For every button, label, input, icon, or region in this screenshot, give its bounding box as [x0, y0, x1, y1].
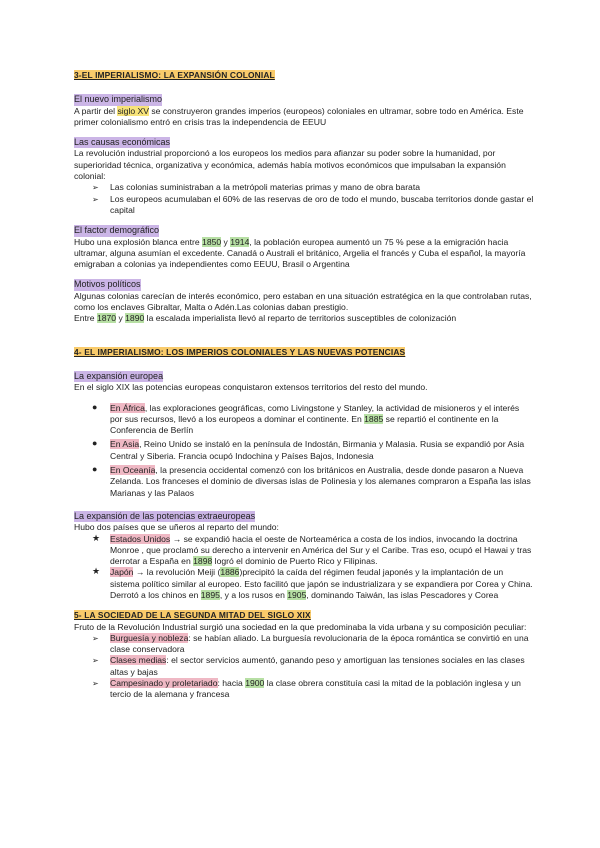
heading-motivos-politicos: Motivos políticos: [74, 279, 141, 290]
year-highlight: 1870: [96, 313, 117, 324]
expansion-list: [74, 403, 534, 499]
text: se construyeron grandes imperios (europeos) coloniales en ultramar, sobre todo en América. Este primer colonialismo entró en crisis tras la independencia de EEUU: [74, 105, 524, 127]
year-highlight: 1890: [125, 313, 145, 324]
text: la escalada imperialista llevó al reparto de territorios susceptibles de colonización: [144, 313, 457, 324]
arrow-bullet-icon: ➢: [92, 183, 99, 193]
document-page: [74, 70, 534, 701]
text: )precipitó la caída del régimen feudal japonés y la implantación de un sistema político similar al europeo. Esto facilitó que japón se industrializara y se expandiera por Corea y China. Derrotó a los chinos en: [110, 567, 533, 600]
year-highlight: 1898: [193, 556, 213, 567]
sociedad-list: [74, 633, 534, 701]
list-item-oceania: [74, 465, 534, 499]
text: : hacia: [217, 678, 246, 689]
text: , y a los rusos en: [219, 589, 288, 600]
year-highlight: 1886: [220, 567, 240, 578]
list-item: [74, 182, 534, 193]
highlight-africa: En África: [110, 402, 145, 413]
dot-bullet-icon: ●: [92, 464, 98, 475]
arrow-bullet-icon: ➢: [92, 194, 99, 204]
text: : se habían aliado. La burguesía revolucionaria de la época romántica se convirtió en una clase conservadora: [110, 632, 529, 655]
paragraph-demografico: [74, 237, 534, 271]
text: , Reino Unido se instaló en la península de Indostán, Birmania y Malasia. Rusia se expandió por Asia Central y Siberia. Francia ocupó Indochina y Países Bajos, Indonesia: [110, 439, 525, 461]
list-item-burguesia: [74, 633, 534, 656]
list-item-text: Los europeos acumulaban el 60% de las reservas de oro de todo el mundo, buscaba territorios donde gastar el capital: [110, 193, 534, 215]
list-item-clases-medias: [74, 655, 534, 678]
year-highlight: 1905: [287, 589, 307, 600]
paragraph-expansion-europea: En el siglo XIX las potencias europeas conquistaron extensos territorios del resto del mundo.: [74, 382, 428, 393]
paragraph-motivos-years: [74, 313, 534, 324]
arrow-bullet-icon: ➢: [92, 656, 99, 666]
text: y: [221, 236, 231, 247]
paragraph-nuevo-imperialismo: [74, 106, 534, 129]
year-highlight: 1850: [202, 236, 222, 247]
section-title-imperialismo: 3-EL IMPERIALISMO: LA EXPANSIÓN COLONIAL: [74, 70, 275, 80]
heading-nuevo-imperialismo: El nuevo imperialismo: [74, 94, 163, 105]
text: logró el dominio de Puerto Rico y Filipinas.: [212, 556, 378, 567]
text: A partir del: [74, 105, 118, 116]
highlight-siglo-xv: siglo XV: [117, 105, 149, 116]
list-item: [74, 194, 534, 217]
highlight-estados-unidos: Estados Unidos: [110, 533, 171, 544]
list-item-asia: [74, 439, 534, 462]
list-item-japon: [74, 567, 534, 601]
text: Entre: [74, 313, 97, 324]
section-title-sociedad: 5- LA SOCIEDAD DE LA SEGUNDA MITAD DEL SIGLO XIX: [74, 610, 311, 621]
paragraph-sociedad: Fruto de la Revolución Industrial surgió una sociedad en la que predominaba la vida urbana y su composición peculiar:: [74, 621, 527, 632]
heading-causas-economicas: Las causas económicas: [74, 137, 171, 148]
paragraph-causas: La revolución industrial proporcionó a los europeos los medios para afianzar su poder sobre la humanidad, por superioridad técnica, organizativa y económica, además había motivos económicos que impulsaban la expansión colonial:: [74, 148, 506, 182]
year-highlight: 1895: [200, 589, 220, 600]
paragraph-motivos: Algunas colonias carecían de interés económico, pero estaban en una situación estratégica en la que controlaban rutas, como los enclaves Gibraltar, Malta o Adén.Las colonias daban prestigio.: [74, 290, 532, 313]
list-item-text: Las colonias suministraban a la metrópoli materias primas y mano de obra barata: [110, 182, 421, 193]
highlight-oceania: En Oceanía: [110, 465, 156, 476]
paragraph-extraeuropeas: Hubo dos países que se uñeros al reparto del mundo:: [74, 522, 279, 533]
text: : el sector servicios aumentó, ganando peso y amortiguan las tensiones sociales en las clases altas y bajas: [110, 655, 525, 677]
highlight-asia: En Asia: [110, 439, 140, 450]
highlight-burguesia: Burguesía y nobleza: [110, 632, 189, 643]
text: , la presencia occidental comenzó con los británicos en Australia, desde donde pasaron a Nueva Zelanda. Los franceses el dominio de diversas islas de Polinesia y los alemanes compraron a España las islas Marianas y las Palaos: [110, 465, 531, 498]
text: , las exploraciones geográficas, como Livingstone y Stanley, la actividad de misioneros y el interés por sus recursos, llevó a los europeos a dominar el continente. En: [110, 402, 520, 424]
arrow-bullet-icon: ➢: [92, 679, 99, 689]
extraeuropeas-list: [74, 534, 534, 602]
list-item-eeuu: [74, 534, 534, 568]
star-bullet-icon: ★: [92, 566, 101, 577]
causas-list: [74, 182, 534, 216]
highlight-japon: Japón: [110, 567, 134, 578]
dot-bullet-icon: ●: [92, 438, 98, 449]
heading-factor-demografico: El factor demográfico: [74, 225, 160, 236]
text: → se expandió hacia el oeste de Norteamérica a costa de los indios, invocando la doctrina Monroe , que proclamó su derecho a intervenir en América del Sur y el Caribe. Tras eso, ocupó el Hawai y tras derrotar a España en: [110, 533, 532, 567]
star-bullet-icon: ★: [92, 532, 101, 543]
heading-expansion-europea: La expansión europea: [74, 370, 164, 381]
list-item-campesinado: [74, 678, 534, 701]
year-highlight: 1885: [364, 413, 384, 424]
text: , dominando Taiwán, las islas Pescadores y Corea: [306, 589, 499, 600]
dot-bullet-icon: ●: [92, 401, 98, 412]
section-title-imperios-coloniales: 4- EL IMPERIALISMO: LOS IMPERIOS COLONIALES Y LAS NUEVAS POTENCIAS: [74, 346, 406, 357]
text: → la revolución Meiji (: [133, 567, 221, 578]
year-highlight: 1900: [245, 678, 265, 689]
list-item-africa: [74, 403, 534, 437]
year-highlight: 1914: [230, 236, 250, 247]
text: Hubo una explosión blanca entre: [74, 236, 203, 247]
text: la clase obrera constituía casi la mitad de la población inglesa y un tercio de la alemana y francesa: [110, 678, 521, 700]
text: , la población europea aumentó un 75 % pese a la emigración hacia ultramar, alguna asumían el excedente. Canadá o Australi el británico, Argelia el francés y Cuba el español, la mayoría emigraban a colonias ya independientes como EEUU, Brasil o Argentina: [74, 236, 526, 270]
text: se repartió el continente en la Conferencia de Berlín: [110, 413, 499, 436]
heading-expansion-extraeuropeas: La expansión de las potencias extraeuropeas: [74, 510, 256, 521]
arrow-bullet-icon: ➢: [92, 633, 99, 643]
text: y: [116, 313, 126, 324]
highlight-campesinado: Campesinado y proletariado: [110, 678, 218, 689]
highlight-clases-medias: Clases medias: [110, 655, 167, 666]
